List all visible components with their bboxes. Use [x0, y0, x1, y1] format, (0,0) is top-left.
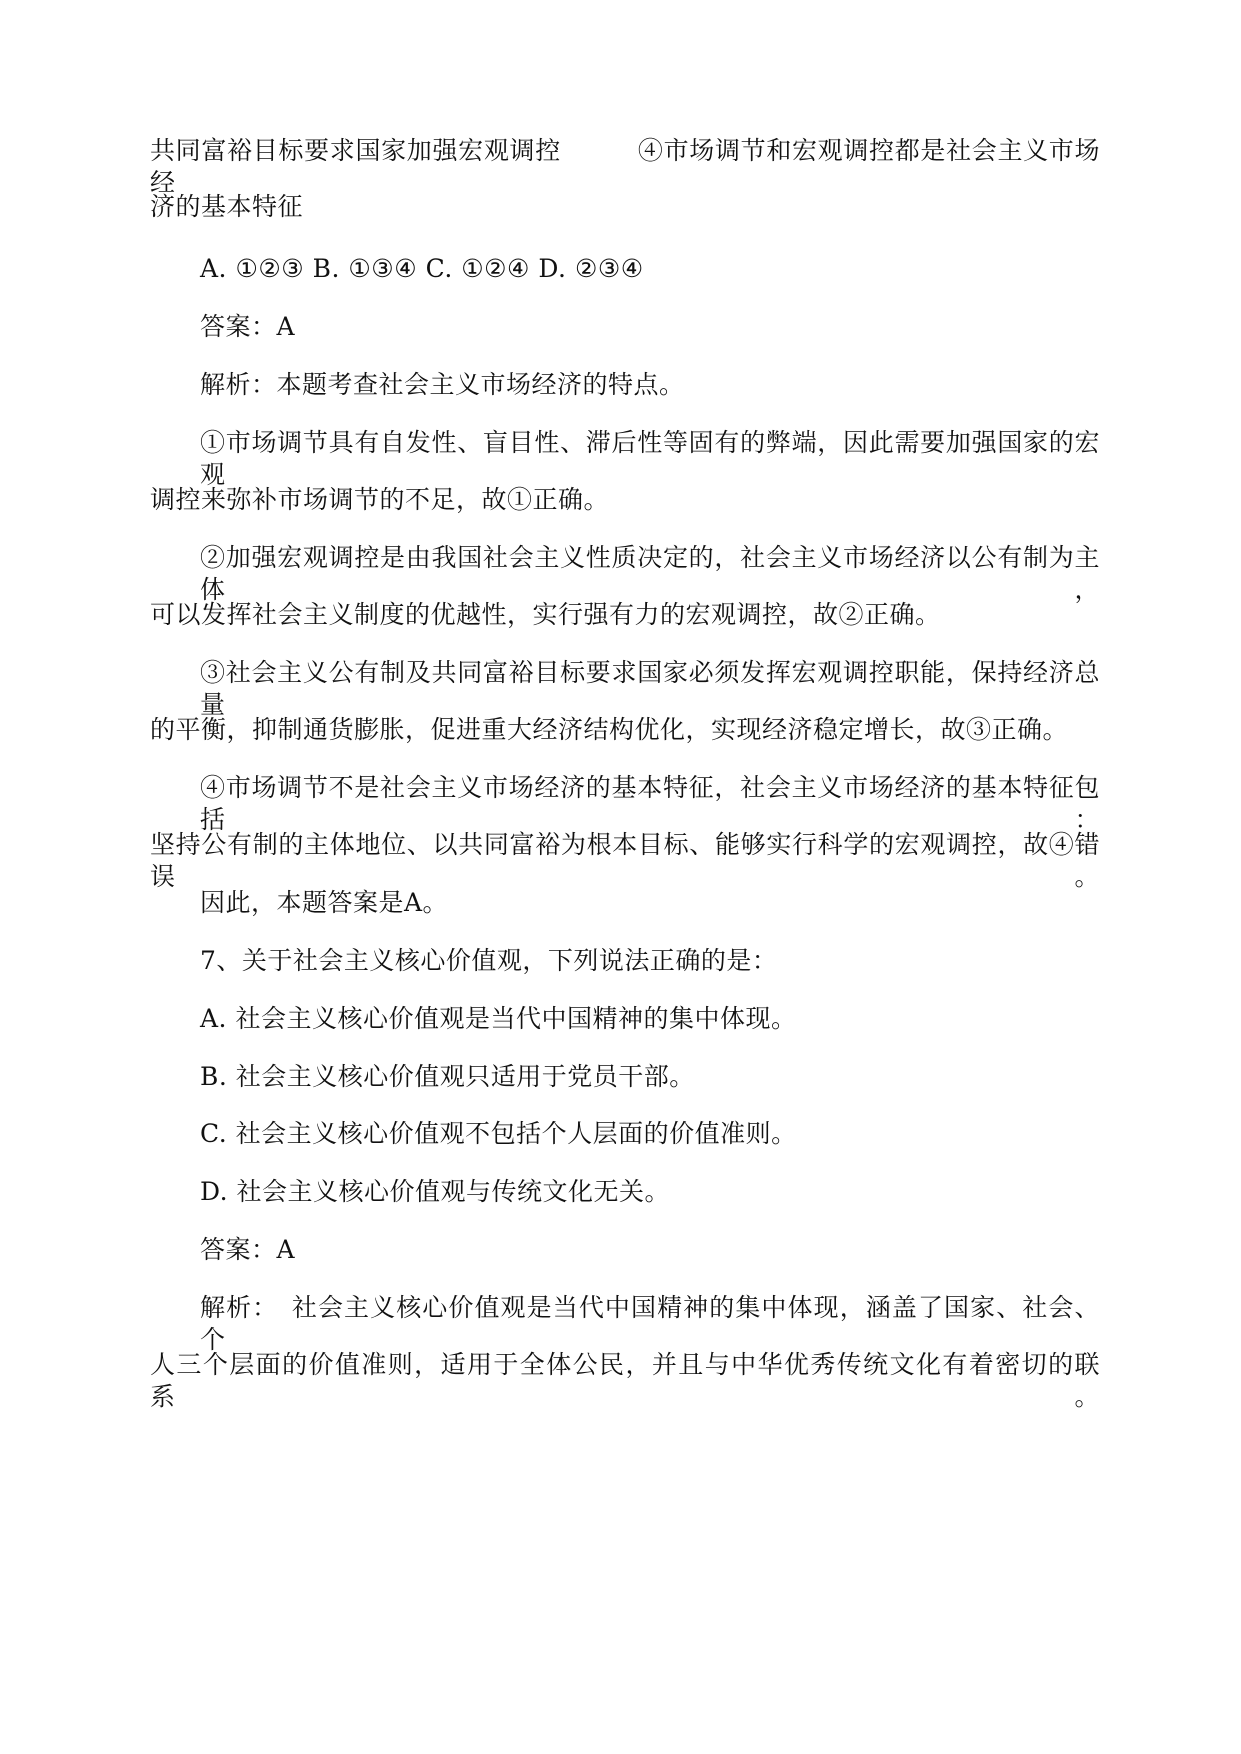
option-d: D. 社会主义核心价值观与传统文化无关。 — [200, 1177, 671, 1206]
options-line: A. ①②③ B. ①③④ C. ①②④ D. ②③④ — [200, 254, 644, 283]
text-line: 人三个层面的价值准则，适用于全体公民，并且与中华优秀传统文化有着密切的联系。 — [150, 1350, 1100, 1411]
text-line: 共同富裕目标要求国家加强宏观调控 ④市场调节和宏观调控都是社会主义市场经 — [150, 136, 1100, 197]
analysis-heading: 解析：本题考查社会主义市场经济的特点。 — [200, 370, 685, 399]
option-a: A. 社会主义核心价值观是当代中国精神的集中体现。 — [200, 1004, 797, 1033]
text-line: 坚持公有制的主体地位、以共同富裕为根本目标、能够实行科学的宏观调控，故④错误。 — [150, 830, 1100, 891]
analysis-line: 解析： 社会主义核心价值观是当代中国精神的集中体现，涵盖了国家、社会、个 — [200, 1293, 1100, 1354]
conclusion-line: 因此，本题答案是A。 — [200, 888, 449, 917]
text-line: 调控来弥补市场调节的不足，故①正确。 — [150, 485, 610, 514]
answer-line: 答案：A — [200, 1235, 296, 1264]
text-line: ②加强宏观调控是由我国社会主义性质决定的，社会主义市场经济以公有制为主体， — [200, 543, 1100, 604]
option-b: B. 社会主义核心价值观只适用于党员干部。 — [200, 1062, 695, 1091]
text-line: 济的基本特征 — [150, 192, 304, 221]
answer-line: 答案：A — [200, 312, 296, 341]
text-line: 的平衡，抑制通货膨胀，促进重大经济结构优化，实现经济稳定增长，故③正确。 — [150, 715, 1069, 744]
text-line: 可以发挥社会主义制度的优越性，实行强有力的宏观调控，故②正确。 — [150, 600, 941, 629]
text-line: ①市场调节具有自发性、盲目性、滞后性等固有的弊端，因此需要加强国家的宏观 — [200, 428, 1100, 489]
option-c: C. 社会主义核心价值观不包括个人层面的价值准则。 — [200, 1119, 797, 1148]
question-line: 7、关于社会主义核心价值观，下列说法正确的是： — [200, 946, 778, 975]
text-line: ③社会主义公有制及共同富裕目标要求国家必须发挥宏观调控职能，保持经济总量 — [200, 658, 1100, 719]
text-line: ④市场调节不是社会主义市场经济的基本特征，社会主义市场经济的基本特征包括： — [200, 773, 1100, 834]
